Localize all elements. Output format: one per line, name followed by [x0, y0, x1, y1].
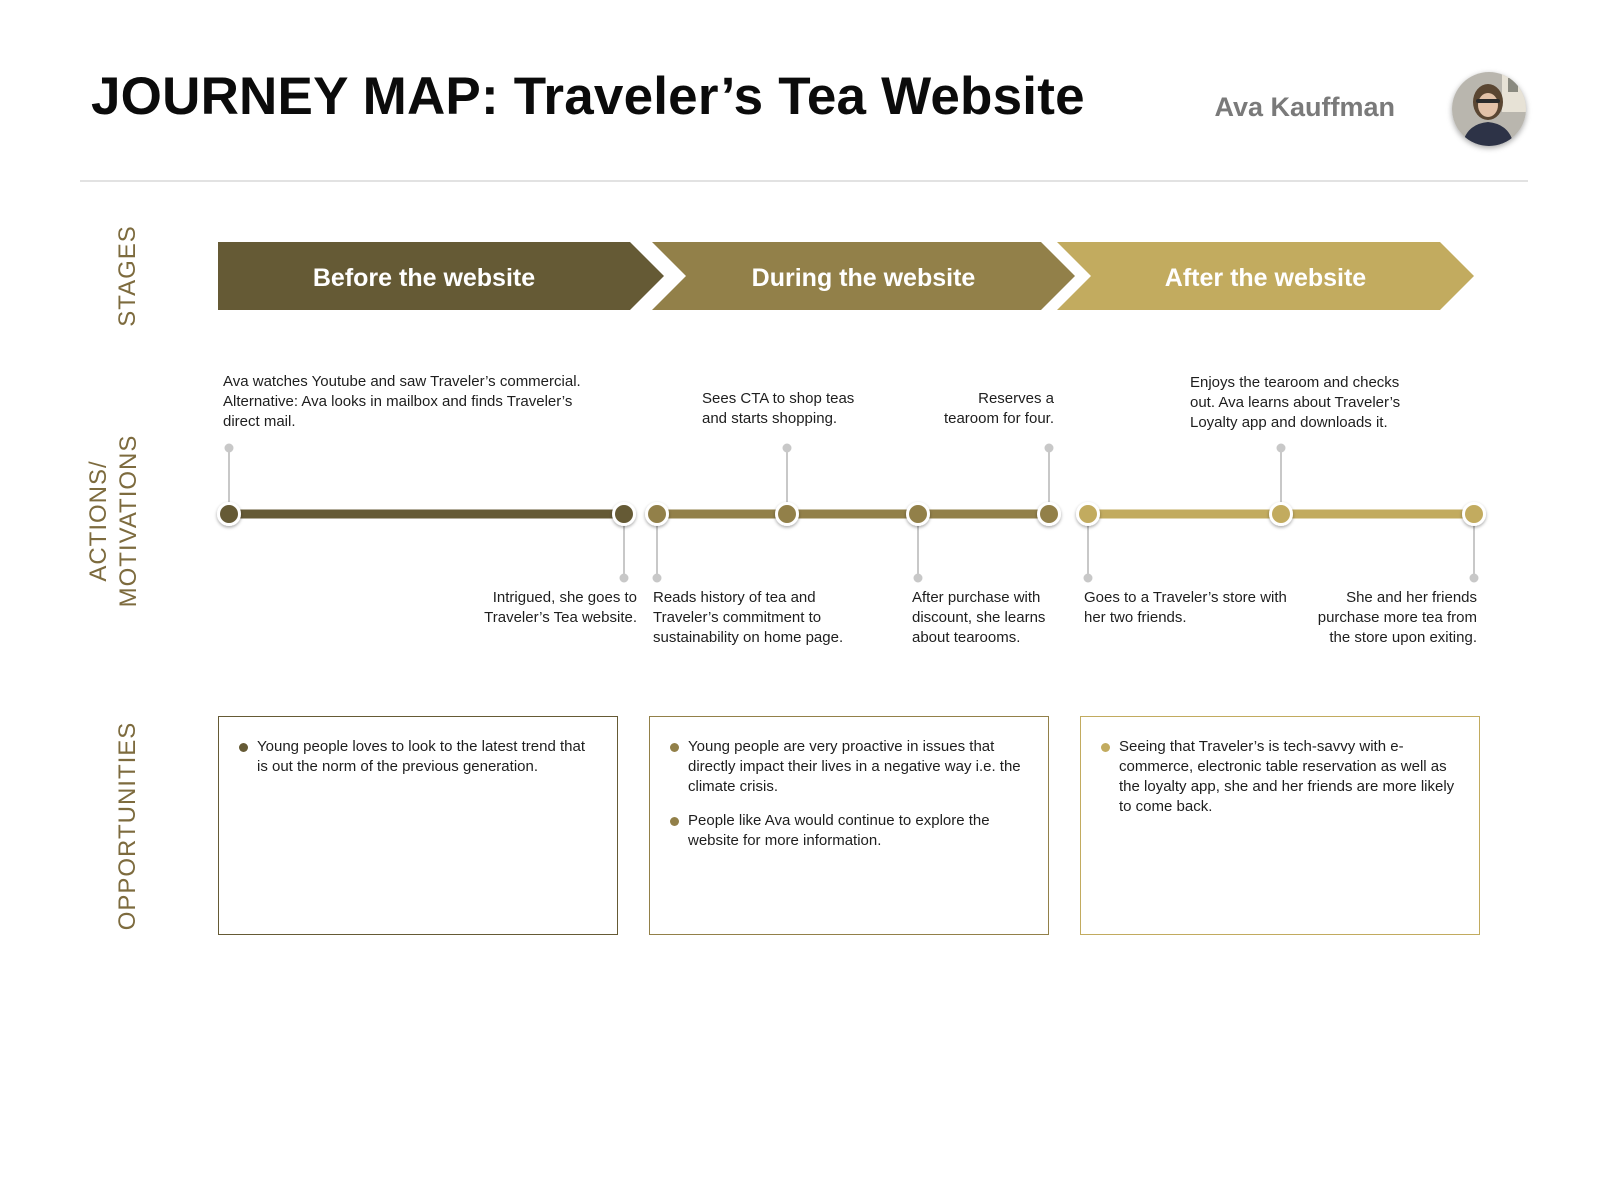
timeline-node-during-2 [777, 504, 798, 525]
opportunity-box-during [649, 716, 1049, 935]
row-label-stages: STAGES [114, 225, 141, 327]
timeline-node-before-1 [219, 504, 240, 525]
action-during-above-2: Reserves a tearoom for four. [943, 390, 1054, 427]
bullet-dot [670, 743, 679, 752]
action-during-above-1: Sees CTA to shop teas and starts shopping. [702, 390, 855, 427]
timeline-node-after-3 [1464, 504, 1485, 525]
action-during-below-1: Reads history of tea and Traveler’s commitment to sustainability on home page. [653, 589, 844, 646]
action-before-above: Ava watches Youtube and saw Traveler’s commercial. Alternative: Ava looks in mailbox and finds Traveler’s direct mail. [223, 373, 581, 430]
timeline-node-during-3 [908, 504, 929, 525]
timeline-node-during-4 [1039, 504, 1060, 525]
action-during-below-2: After purchase with discount, she learns about tearooms. [912, 589, 1046, 646]
timeline-node-before-2 [614, 504, 635, 525]
timeline-node-after-1 [1078, 504, 1099, 525]
opportunity-box-before [218, 716, 618, 935]
action-after-below-2: She and her friends purchase more tea from the store upon exiting. [1317, 589, 1477, 646]
action-after-above-1: Enjoys the tearoom and checks out. Ava learns about Traveler’s Loyalty app and downloads it. [1190, 374, 1401, 431]
timeline-node-during-1 [647, 504, 668, 525]
list-item: Seeing that Traveler’s is tech-savvy with e-commerce, electronic table reservation as well as the loyalty app, she and her friends are more likely to come back. [1099, 737, 1461, 817]
stage-label-during: During the website [751, 264, 976, 292]
stage-label-after: After the website [1164, 264, 1367, 292]
list-item: Young people are very proactive in issues that directly impact their lives in a negative way i.e. the climate crisis. [668, 737, 1030, 797]
persona-name: Ava Kauffman [1214, 92, 1395, 122]
page-title: JOURNEY MAP: Traveler’s Tea Website [91, 67, 1085, 126]
list-item: Young people loves to look to the latest trend that is out the norm of the previous generation. [237, 737, 599, 777]
action-before-below: Intrigued, she goes to Traveler’s Tea website. [484, 589, 637, 626]
row-label-opportunities: OPPORTUNITIES [114, 721, 141, 931]
bullet-dot [239, 743, 248, 752]
bullet-dot [670, 817, 679, 826]
opportunity-box-after [1080, 716, 1480, 935]
bullet-dot [1101, 743, 1110, 752]
row-label-actions-line2: MOTIVATIONS [115, 434, 142, 608]
action-after-below-1: Goes to a Traveler’s store with her two friends. [1084, 589, 1287, 626]
list-item: People like Ava would continue to explore the website for more information. [668, 811, 1030, 851]
row-label-actions-line1: ACTIONS/ [85, 460, 112, 582]
timeline-node-after-2 [1271, 504, 1292, 525]
stage-label-before: Before the website [312, 264, 536, 292]
